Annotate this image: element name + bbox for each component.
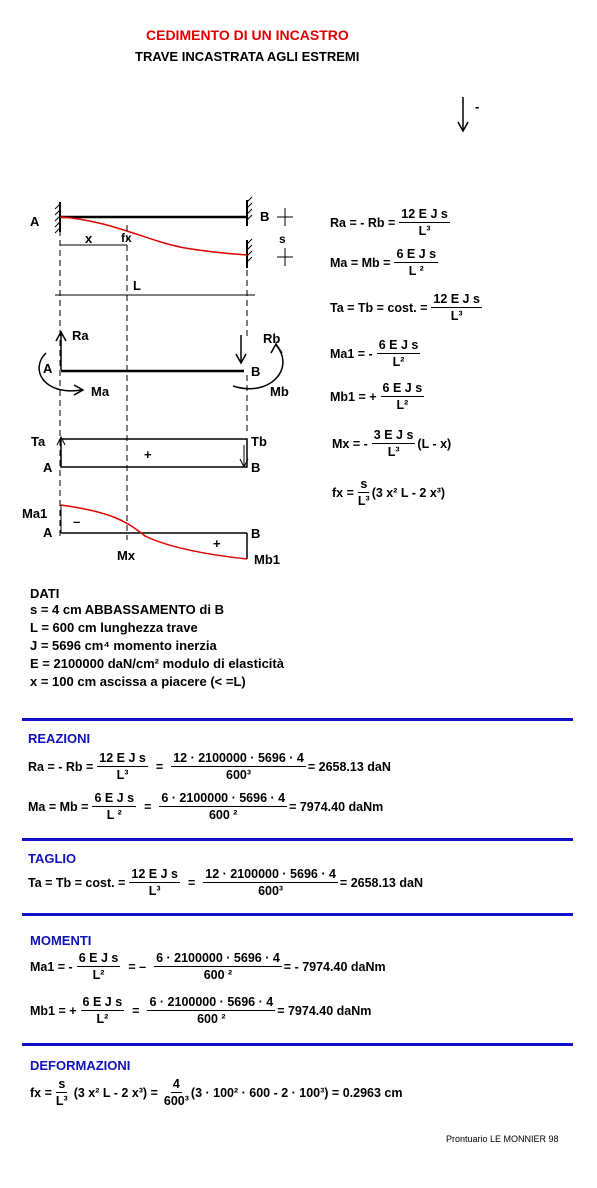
page-subtitle: TRAVE INCASTRATA AGLI ESTREMI — [135, 49, 360, 64]
dati-line: x = 100 cm ascissa a piacere (< =L) — [30, 674, 246, 689]
beam-label-x: x — [85, 231, 93, 246]
formula-mx: Mx = - $\frac{\text{3 E J s}}{\text{L³}}$ (L - x) — [332, 428, 452, 459]
reaction-label-A: A — [43, 361, 53, 376]
footer-credit: Prontuario LE MONNIER 98 — [446, 1134, 559, 1144]
moment-label-Mx: Mx — [117, 548, 136, 563]
moment-sign-plus: + — [213, 536, 221, 551]
calc-mb1: Mb1 = + $\frac{\text{6 E J s}}{\text{L²}}$ = $\frac{6 \cdot 2100000 \cdot 5696 \cdot 4}{\text{600 ²}}$ = 7974.40 daNm — [30, 995, 372, 1026]
formula-ra: Ra = - Rb = $\frac{\text{12 E J s}}{\text{L³}}$ — [330, 207, 448, 238]
moment-label-Mb1: Mb1 — [254, 552, 280, 567]
reaction-label-Mb: Mb — [270, 384, 289, 399]
beam-label-fx: fx — [121, 231, 132, 245]
calc-ma1: Ma1 = - $\frac{\text{6 E J s}}{\text{L²}}$ = – $\frac{6 \cdot 2100000 \cdot 5696 \cdot 4}{\text{600 ²}}$ = - 7974.40 daNm — [30, 951, 386, 982]
beam-label-B: B — [260, 209, 270, 224]
section-title-momenti: MOMENTI — [30, 933, 92, 948]
section-title-deformazioni: DEFORMAZIONI — [30, 1058, 131, 1073]
beam-diagrams — [0, 190, 320, 580]
moment-label-B: B — [251, 526, 261, 541]
formula-ta: Ta = Tb = cost. = $\frac{\text{12 E J s}}{\text{L³}}$ — [330, 292, 480, 323]
shear-diagram — [57, 437, 248, 467]
beam-label-A: A — [30, 214, 40, 229]
formula-ma: Ma = Mb = $\frac{\text{6 E J s}}{\text{L ²}}$ — [330, 247, 437, 278]
shear-label-Tb: Tb — [251, 434, 267, 449]
dati-line: E = 2100000 daN/cm² modulo di elasticità — [30, 656, 284, 671]
dati-line: s = 4 cm ABBASSAMENTO di B — [30, 602, 224, 617]
sign-convention-label: - — [475, 99, 480, 114]
shear-label-A: A — [43, 460, 53, 475]
dati-line: J = 5696 cm⁴ momento inerzia — [30, 638, 217, 653]
beam-label-s: s — [279, 232, 286, 246]
calc-fx: fx = $\frac{s}{\text{L³}}$ (3 x² L - 2 x³) = $\frac{4}{\text{600³}}$ (3 · 100² · 600 - 2 · 100³) = 0.2963 cm — [30, 1077, 403, 1108]
reaction-label-Ra: Ra — [72, 328, 89, 343]
formula-fx: fx = $\frac{s}{\text{L³}}$ (3 x² L - 2 x³) — [332, 477, 446, 508]
calc-ra: Ra = - Rb = $\frac{\text{12 E J s}}{\text{L³}}$ = $\frac{12 \cdot 2100000 \cdot 5696 \cdot 4}{\text{600³}}$ = 2658.13 daN — [28, 751, 391, 782]
formula-ma1: Ma1 = - $\frac{\text{6 E J s}}{\text{L²}}$ — [330, 338, 419, 369]
moment-sign-minus: – — [73, 514, 81, 529]
reaction-label-B: B — [251, 364, 261, 379]
section-divider — [22, 913, 573, 916]
formula-mb1: Mb1 = + $\frac{\text{6 E J s}}{\text{L²}}$ — [330, 381, 423, 412]
shear-label-Ta: Ta — [31, 434, 46, 449]
moment-label-A: A — [43, 525, 53, 540]
shear-sign: + — [144, 447, 152, 462]
beam-label-L: L — [133, 278, 141, 293]
shear-label-B: B — [251, 460, 261, 475]
section-divider — [22, 718, 573, 721]
moment-label-Ma1: Ma1 — [22, 506, 48, 521]
section-title-taglio: TAGLIO — [28, 851, 77, 866]
sign-convention-arrow — [455, 95, 485, 135]
section-divider — [22, 838, 573, 841]
section-divider — [22, 1043, 573, 1046]
page-title: CEDIMENTO DI UN INCASTRO — [146, 27, 349, 43]
reaction-label-Rb: Rb — [263, 331, 281, 346]
dati-title: DATI — [30, 586, 60, 601]
calc-ma: Ma = Mb = $\frac{\text{6 E J s}}{\text{L ²}}$ = $\frac{6 \cdot 2100000 \cdot 5696 \cdot 4}{\text{600 ²}}$ = 7974.40 daNm — [28, 791, 384, 822]
dati-line: L = 600 cm lunghezza trave — [30, 620, 198, 635]
reaction-label-Ma: Ma — [91, 384, 110, 399]
calc-ta: Ta = Tb = cost. = $\frac{\text{12 E J s}}{\text{L³}}$ = $\frac{12 \cdot 2100000 \cdot 5696 \cdot 4}{\text{600³}}$ = 2658.13 daN — [28, 867, 423, 898]
section-title-reazioni: REAZIONI — [28, 731, 91, 746]
